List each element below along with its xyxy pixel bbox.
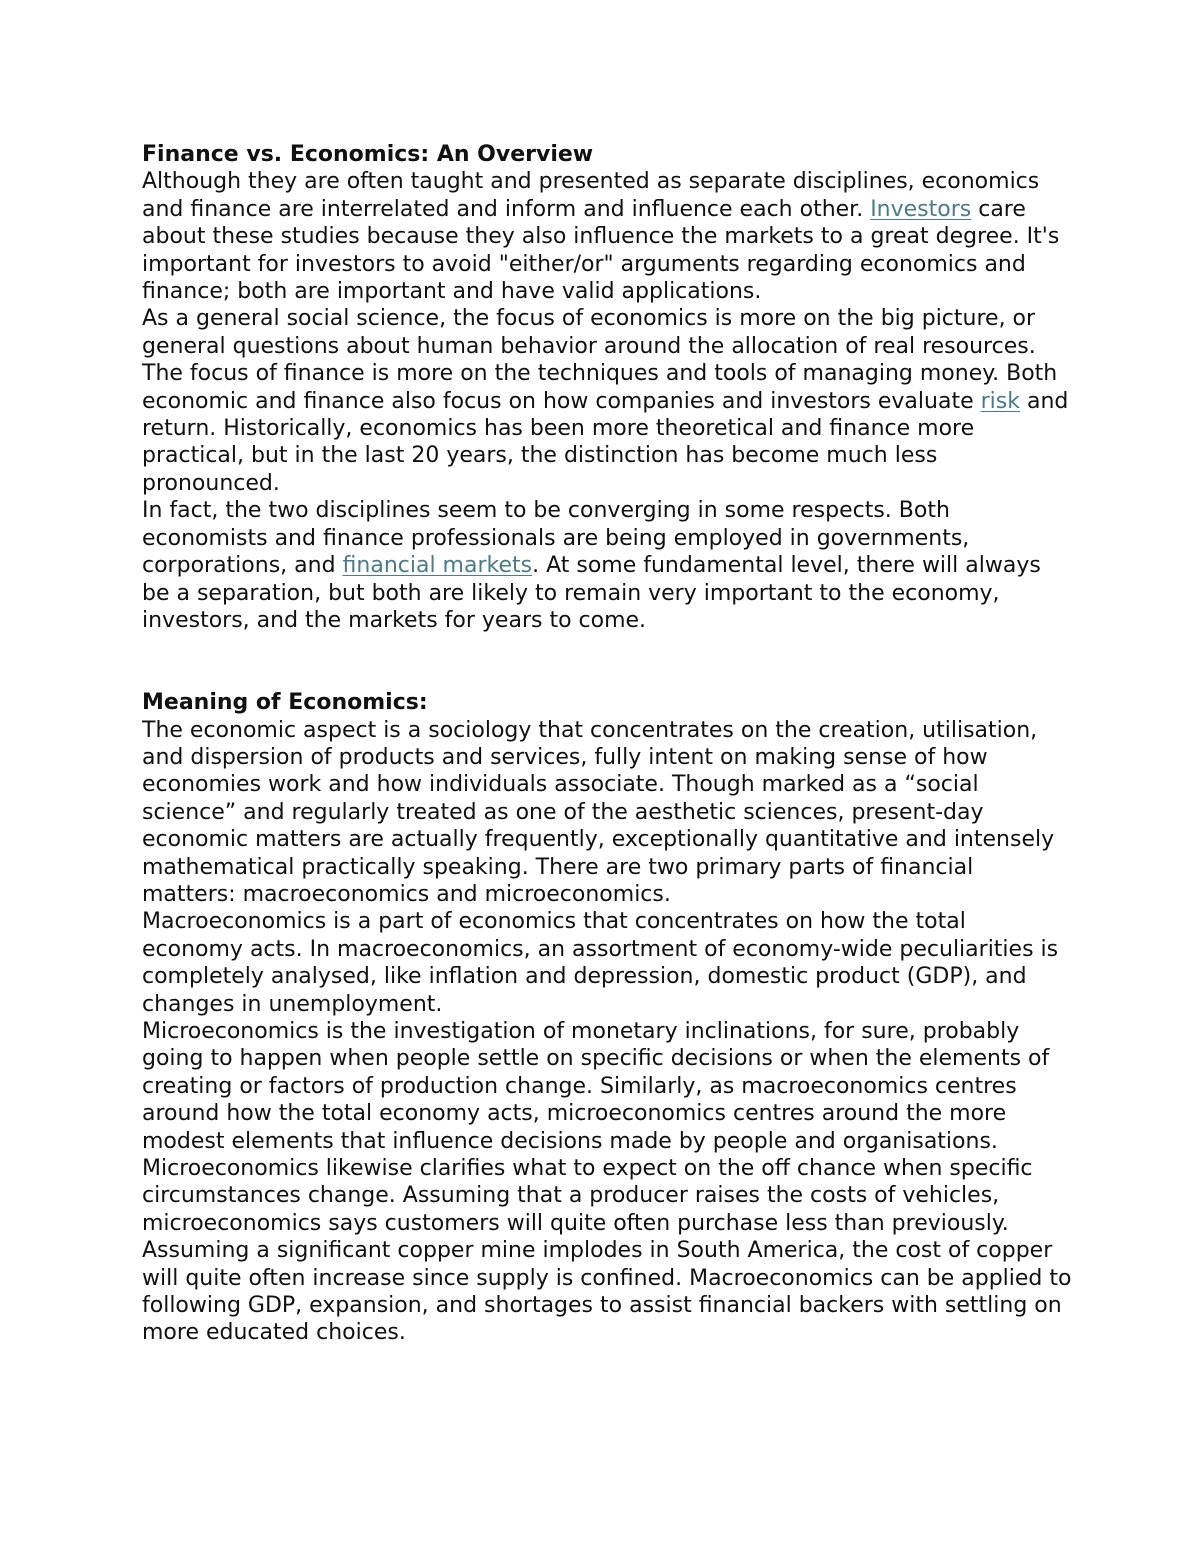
paragraph-overview-1 bbox=[142, 168, 1072, 305]
risk-link[interactable]: risk bbox=[980, 388, 1020, 414]
paragraph-text: . At some fundamental level, there will always be a separation, but both are likely to remain very important to the economy, investors, and the markets for years to come. bbox=[142, 553, 1041, 633]
paragraph-text: In fact, the two disciplines seem to be converging in some respects. Both economists and finance professionals are being employed in governments, corporations, and bbox=[142, 498, 970, 579]
paragraph-text: and return. Historically, economics has been more theoretical and finance more practical, but in the last 20 years, the distinction has become much less pronounced. bbox=[142, 388, 1069, 496]
paragraph-meaning-1: The economic aspect is a sociology that concentrates on the creation, utilisation, and dispersion of products and services, fully intent on making sense of how economies work and how individuals associate. Though marked as a “social science” and regularly treated as one of the aesthetic sciences, present-day economic matters are actually frequently, exceptionally quantitative and intensely mathematical practically speaking. There are two primary parts of financial matters: macroeconomics and microeconomics. bbox=[142, 717, 1055, 907]
document-body bbox=[142, 141, 1072, 1347]
paragraph-meaning-3: Microeconomics is the investigation of monetary inclinations, for sure, probably going to happen when people settle on specific decisions or when the elements of creating or factors of production change. Similarly, as macroeconomics centres around how the total economy acts, microeconomics centres around the more modest elements that influence decisions made by people and organisations. bbox=[142, 1018, 1050, 1154]
paragraph-text: care about these studies because they also influence the markets to a great degree. It's important for investors to avoid "either/or" arguments regarding economics and finance; both are important and have valid applications. bbox=[142, 196, 1060, 305]
section-heading-meaning: Meaning of Economics: bbox=[142, 690, 428, 716]
paragraph-text: As a general social science, the focus of economics is more on the big picture, or general questions about human behavior around the allocation of real resources. The focus of finance is more on the techniques and tools of managing money. Both economic and finance also focus on how companies and investors evaluate bbox=[142, 306, 1058, 414]
section-heading-overview: Finance vs. Economics: An Overview bbox=[142, 142, 594, 167]
paragraph-overview-3 bbox=[142, 497, 1072, 634]
financial-markets-link[interactable]: financial markets bbox=[342, 553, 533, 579]
paragraph-overview-2 bbox=[142, 305, 1072, 497]
investors-link[interactable]: Investors bbox=[870, 196, 972, 222]
paragraph-text: Although they are often taught and presented as separate disciplines, economics and finance are interrelated and inform and influence each other. bbox=[142, 169, 1040, 222]
section-spacer bbox=[142, 634, 1072, 689]
paragraph-meaning-4: Microeconomics likewise clarifies what to expect on the off chance when specific circumstances change. Assuming that a producer raises the costs of vehicles, microeconomics says customers will quite often purchase less than previously. Assuming a significant copper mine implodes in South America, the cost of copper will quite often increase since supply is confined. Macroeconomics can be applied to following GDP, expansion, and shortages to assist financial backers with settling on more educated choices. bbox=[142, 1156, 1072, 1346]
paragraph-meaning-2: Macroeconomics is a part of economics that concentrates on how the total economy acts. In macroeconomics, an assortment of economy-wide peculiarities is completely analysed, like inflation and depression, domestic product (GDP), and changes in unemployment. bbox=[142, 909, 1059, 1017]
